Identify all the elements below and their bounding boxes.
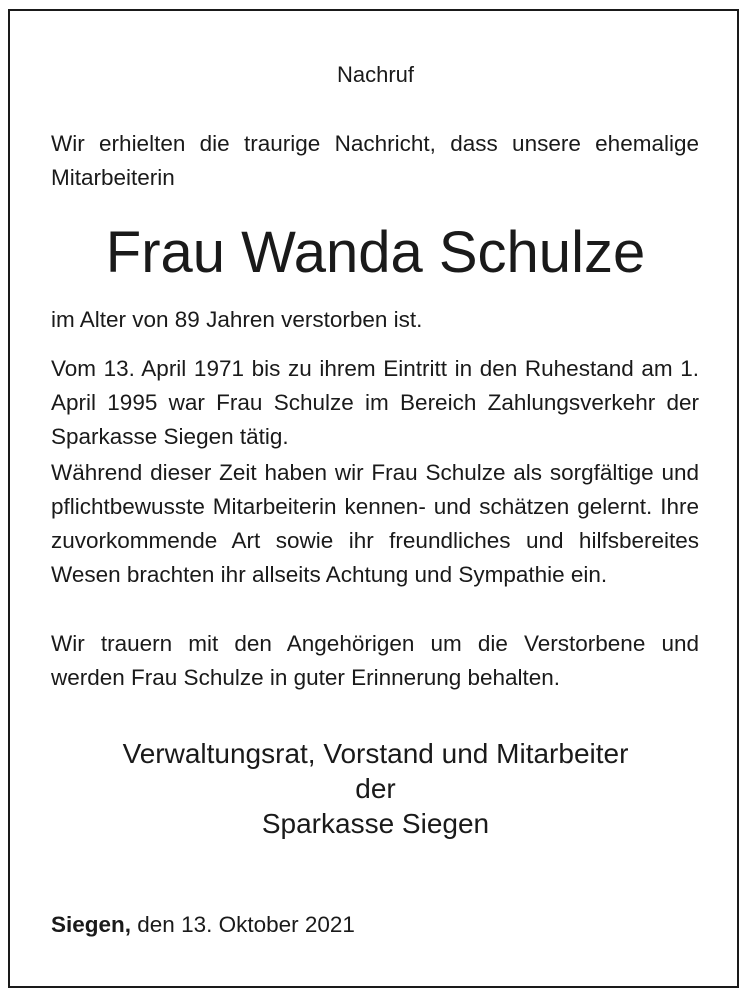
mourning-paragraph: Wir trauern mit den Angehörigen um die Verstorbene und werden Frau Schulze in guter Erinnerung behalten.: [51, 631, 699, 690]
sender-block: [0, 736, 751, 841]
sender-line-1: Verwaltungsrat, Vorstand und Mitarbeiter: [122, 738, 629, 769]
place-date-line: [51, 910, 355, 940]
place-name: Siegen,: [51, 912, 132, 937]
tribute-paragraph: Während dieser Zeit haben wir Frau Schulze als sorgfältige und pflichtbewusste Mitarbeiterin kennen- und schätzen gelernt. Ihre zuvorkommende Art sowie ihr freundliches und hilfsbereites Wesen brachten ihr allseits Achtung und Sympathie ein.: [51, 460, 699, 587]
employment-paragraph: Vom 13. April 1971 bis zu ihrem Eintritt in den Ruhestand am 1. April 1995 war Frau Schulze im Bereich Zahlungsverkehr der Sparkasse Siegen tätig.: [51, 356, 699, 449]
age-line: im Alter von 89 Jahren verstorben ist.: [51, 307, 423, 332]
intro-text: Wir erhielten die traurige Nachricht, dass unsere ehemalige Mitarbeiterin: [51, 131, 699, 190]
sender-line-2: der: [355, 773, 396, 804]
date-text: den 13. Oktober 2021: [131, 912, 355, 937]
sender-line-3: Sparkasse Siegen: [261, 808, 490, 839]
notice-heading: Nachruf: [336, 62, 415, 87]
deceased-name: Frau Wanda Schulze: [105, 220, 646, 285]
